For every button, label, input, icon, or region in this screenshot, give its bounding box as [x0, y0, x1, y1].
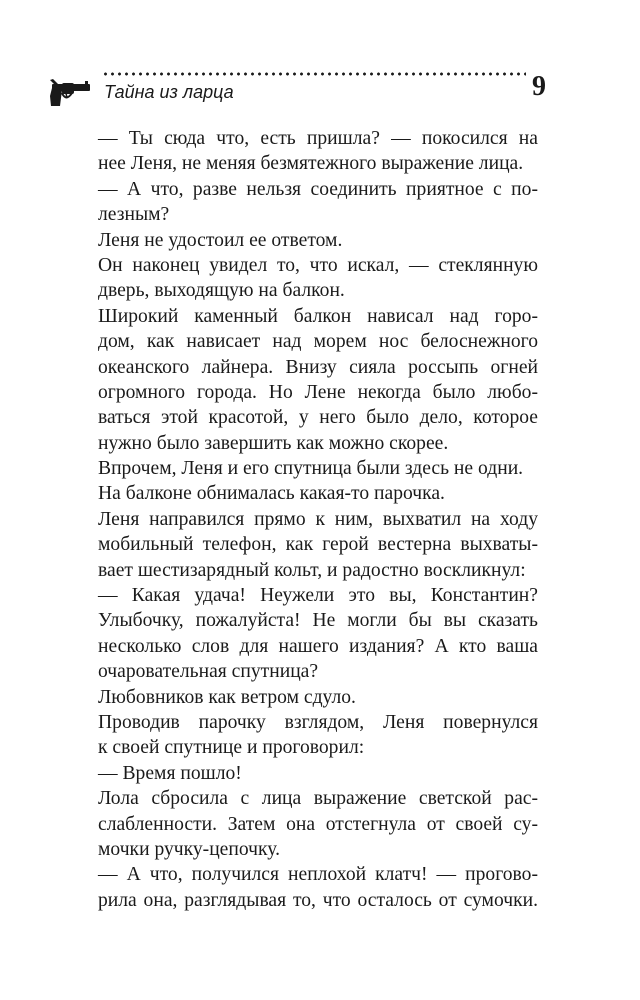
text-line: несколько слов для нашего издания? А кто ваша: [98, 635, 538, 657]
paragraph: [96, 481, 538, 506]
text-line: нужно было завершить как можно скорее.: [98, 432, 449, 454]
paragraph: [96, 126, 538, 177]
text-line: Широкий каменный балкон нависал над горо-: [98, 305, 538, 327]
paragraph: [96, 685, 538, 710]
text-line: Лола сбросила с лица выражение светской рас-: [98, 788, 538, 810]
text-line: Леня не удостоил ее ответом.: [98, 229, 343, 251]
text-line: Улыбочку, пожалуйста! Не могли бы вы сказать: [98, 610, 538, 632]
paragraph: [96, 862, 538, 913]
text-line: — Ты сюда что, есть пришла? — покосился на: [98, 128, 538, 149]
text-line: дверь, выходящую на балкон.: [98, 280, 345, 302]
text-line: — А что, получился неплохой клатч! — прогово-: [98, 864, 538, 886]
text-line: нее Леня, не меняя безмятежного выражение лица.: [98, 153, 524, 175]
running-title: Тайна из ларца: [104, 82, 234, 102]
text-line: Впрочем, Леня и его спутница были здесь не одни.: [98, 458, 524, 480]
text-line: вает шестизарядный кольт, и радостно воскликнул:: [98, 559, 526, 581]
text-line: Любовников как ветром сдуло.: [98, 686, 356, 708]
text-line: океанского лайнера. Внизу сияла россыпь огней: [98, 356, 538, 378]
paragraph: [96, 507, 538, 583]
text-line: — А что, разве нельзя соединить приятное с по-: [98, 178, 538, 200]
paragraph: [96, 253, 538, 304]
header-dotted-rule: [102, 72, 526, 76]
text-line: мочки ручку-цепочку.: [98, 838, 280, 860]
text-line: ваться этой красотой, у него было дело, которое: [98, 407, 538, 429]
text-line: слабленности. Затем она отстегнула от своей су-: [98, 813, 538, 835]
text-line: к своей спутнице и проговорил:: [98, 737, 365, 759]
paragraph: [96, 456, 538, 481]
text-line: очаровательная спутница?: [98, 661, 319, 683]
text-line: мобильный телефон, как герой вестерна выхваты-: [98, 534, 538, 556]
text-line: огромного города. Но Лене некогда было любо-: [98, 381, 538, 403]
text-line: рила она, разглядывая то, что осталось от сумочки.: [98, 889, 538, 911]
text-line: Проводив парочку взглядом, Леня повернулся: [98, 711, 538, 733]
revolver-icon: [50, 78, 94, 108]
page-header: [40, 70, 600, 120]
paragraph: [96, 710, 538, 761]
text-line: Он наконец увидел то, что искал, — стеклянную: [98, 254, 538, 276]
paragraph: [96, 761, 538, 786]
text-line: лезным?: [98, 204, 170, 226]
page-number: 9: [532, 71, 546, 102]
paragraph: [96, 228, 538, 253]
paragraph: [96, 786, 538, 862]
text-line: — Какая удача! Неужели это вы, Константин?: [98, 585, 538, 607]
paragraph: [96, 304, 538, 456]
paragraph: [96, 177, 538, 228]
text-line: — Время пошло!: [98, 762, 242, 784]
text-line: Леня направился прямо к ним, выхватил на ходу: [98, 508, 538, 530]
paragraph: [96, 583, 538, 685]
text-line: На балконе обнималась какая-то парочка.: [98, 483, 445, 505]
body-text: [96, 126, 538, 913]
text-line: дом, как нависает над морем нос белоснежного: [98, 331, 538, 353]
